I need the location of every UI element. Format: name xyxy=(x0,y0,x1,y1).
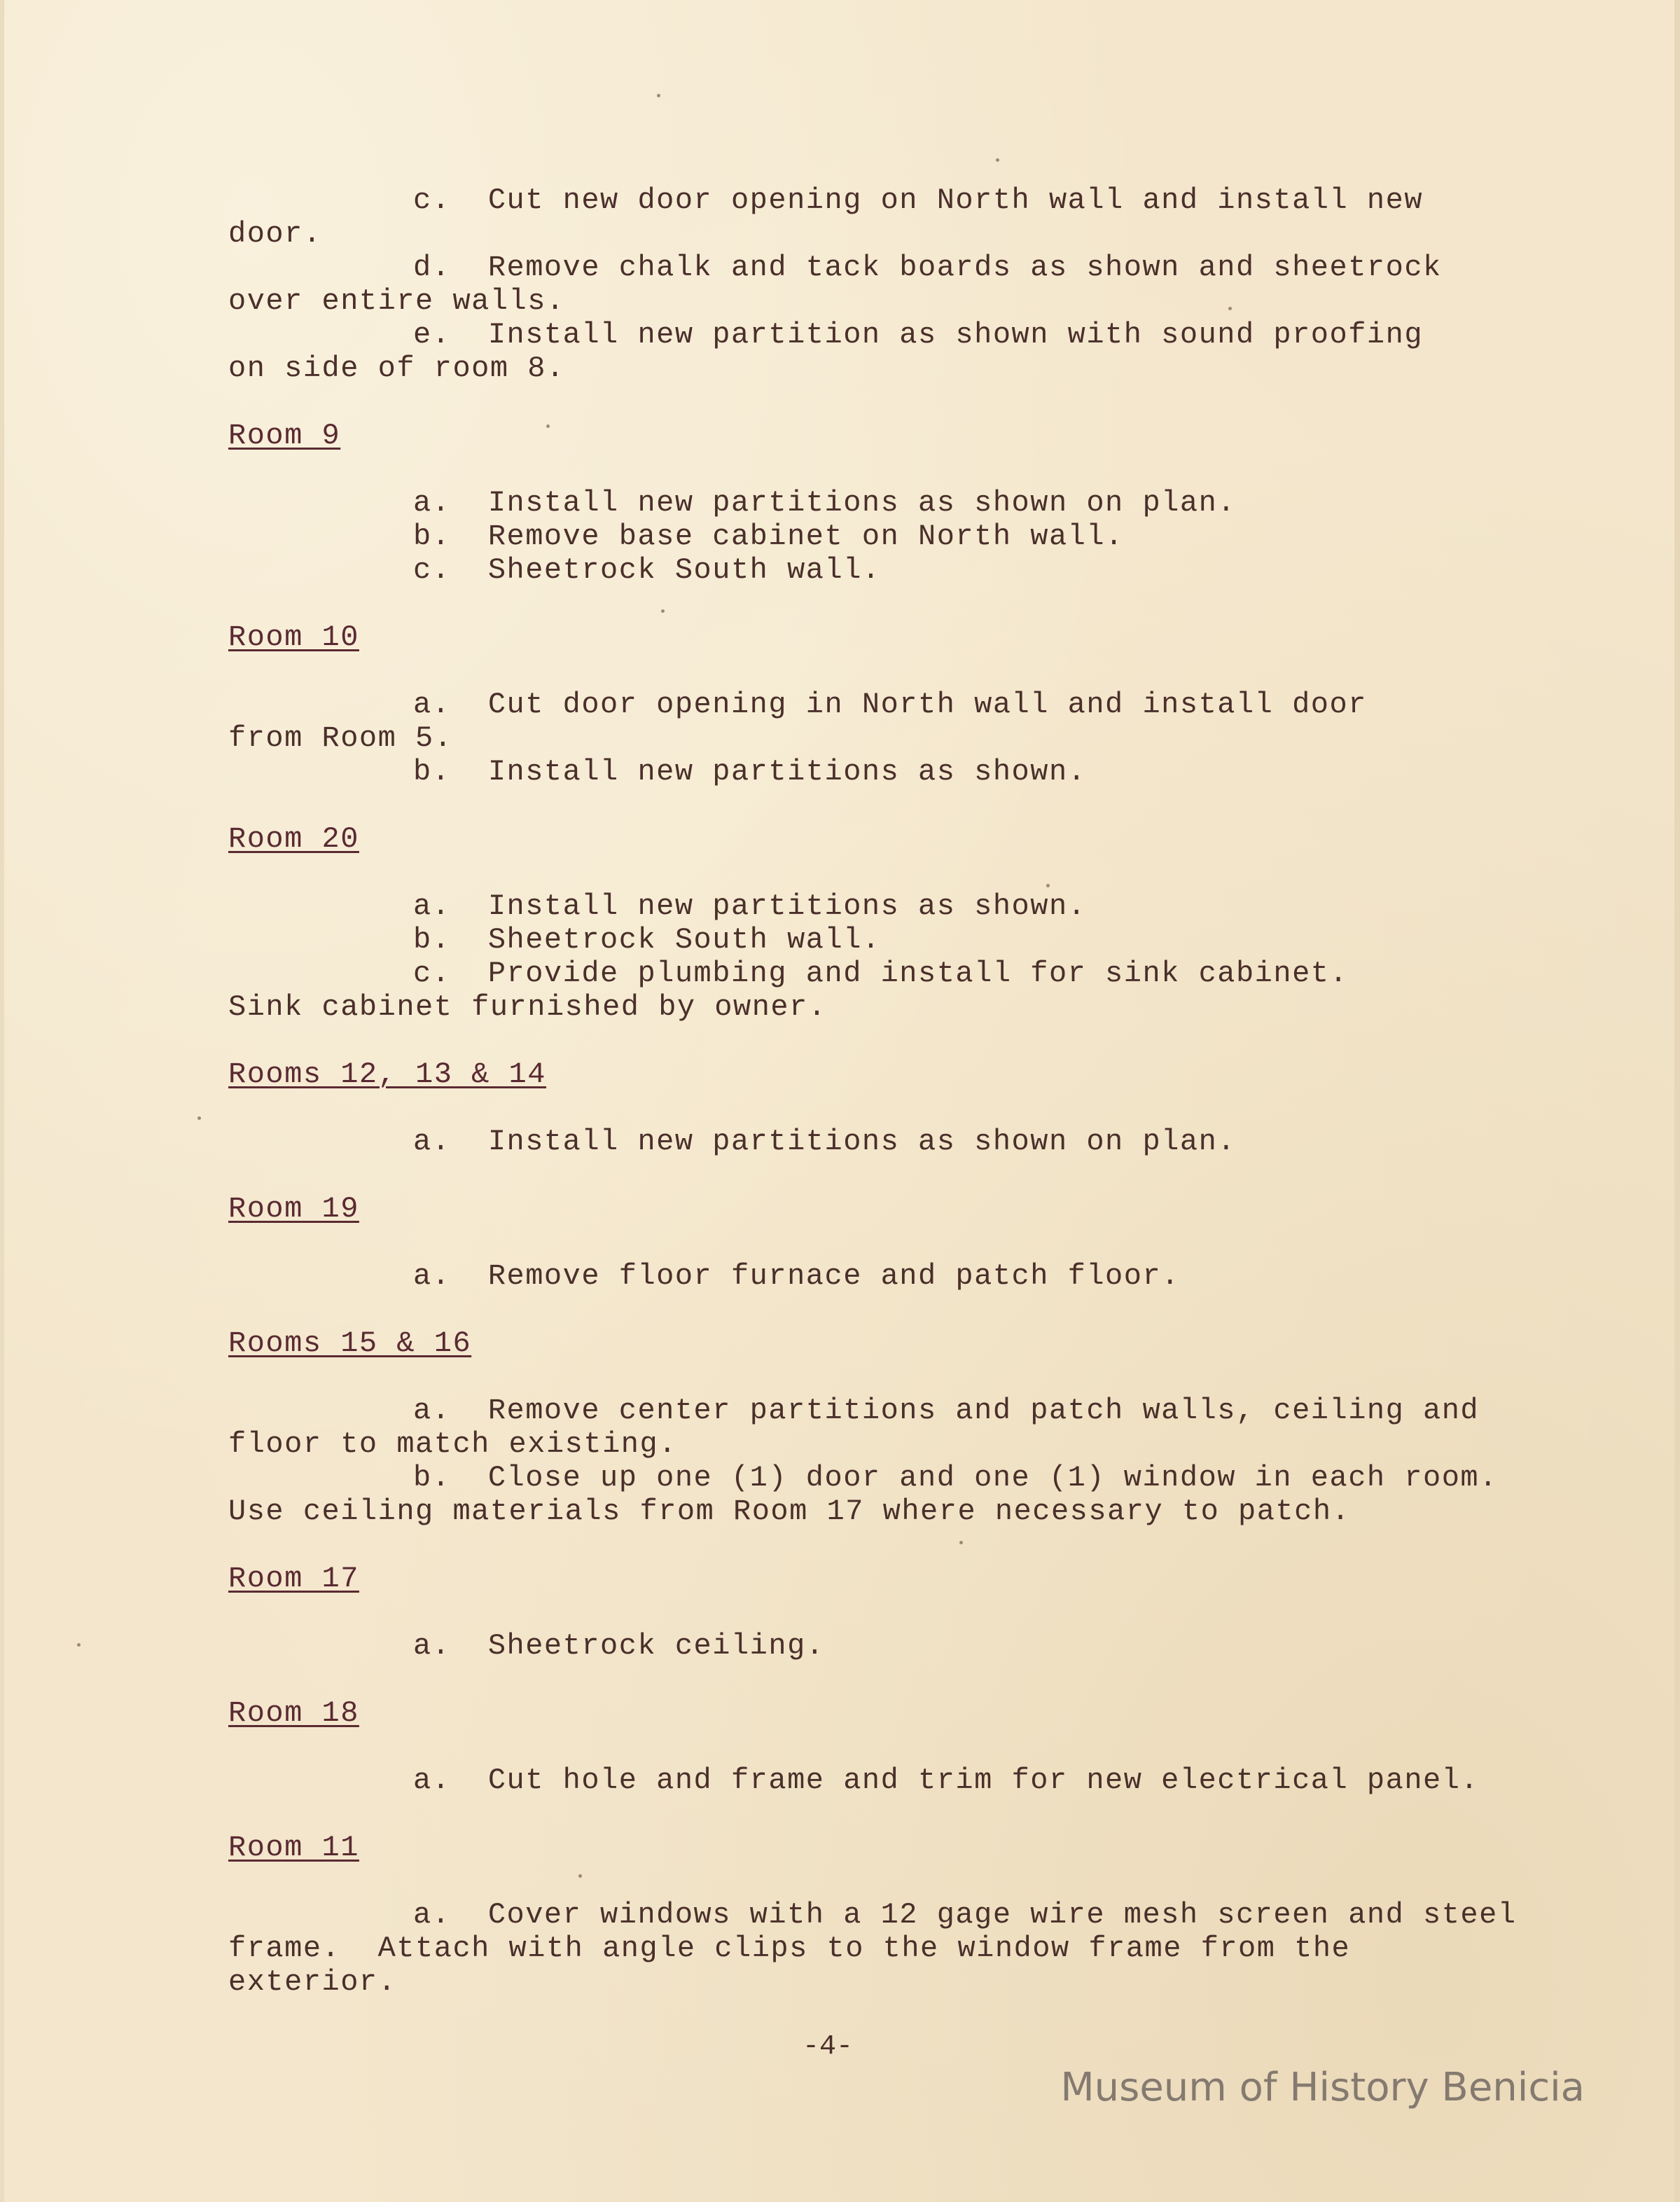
list-item-line: c. Cut new door opening on North wall and install new xyxy=(413,184,1424,217)
blank-line xyxy=(228,1226,1531,1259)
section-heading: Rooms 15 & 16 xyxy=(228,1327,472,1360)
section-heading: Room 11 xyxy=(228,1831,359,1864)
paper-speck xyxy=(959,1541,963,1544)
watermark-text: Museum of History Benicia xyxy=(1060,2065,1585,2110)
list-item-line: a. Install new partitions as shown on plan. xyxy=(413,486,1236,520)
list-item-line: b. Close up one (1) door and one (1) window in each room. xyxy=(413,1461,1498,1495)
blank-line xyxy=(228,856,1531,889)
blank-line xyxy=(228,385,1531,419)
section-heading: Room 19 xyxy=(228,1192,359,1226)
blank-line xyxy=(228,1293,1531,1327)
list-item-line: a. Cover windows with a 12 gage wire mesh screen and steel xyxy=(413,1898,1517,1932)
blank-line xyxy=(228,1528,1531,1562)
list-item-line: b. Install new partitions as shown. xyxy=(413,755,1087,789)
section-heading: Room 10 xyxy=(228,621,359,654)
list-item-line: a. Cut hole and frame and trim for new electrical panel. xyxy=(413,1764,1480,1797)
paper-speck xyxy=(996,158,999,162)
list-item-line: a. Install new partitions as shown. xyxy=(413,889,1087,923)
list-item-continuation: from Room 5. xyxy=(228,721,453,755)
blank-line xyxy=(228,1663,1531,1696)
blank-line xyxy=(228,1797,1531,1831)
list-item-line: c. Provide plumbing and install for sink cabinet. xyxy=(413,957,1349,990)
blank-line xyxy=(228,587,1531,621)
section-heading: Room 20 xyxy=(228,822,359,856)
list-item-line: a. Remove floor furnace and patch floor. xyxy=(413,1259,1180,1293)
section-heading: Rooms 12, 13 & 14 xyxy=(228,1058,546,1091)
paper-speck xyxy=(661,609,665,613)
section-heading: Room 17 xyxy=(228,1562,359,1595)
list-item-continuation: door. xyxy=(228,217,322,251)
list-item-line: b. Remove base cabinet on North wall. xyxy=(413,520,1124,553)
blank-line xyxy=(228,1730,1531,1764)
list-item-continuation: on side of room 8. xyxy=(228,352,565,385)
list-item-line: d. Remove chalk and tack boards as shown and sheetrock xyxy=(413,251,1442,284)
blank-line xyxy=(228,1864,1531,1898)
list-item-line: c. Sheetrock South wall. xyxy=(413,553,881,587)
paper-speck xyxy=(546,424,550,428)
paper-speck xyxy=(197,1116,201,1120)
blank-line xyxy=(228,452,1531,486)
list-item-continuation: exterior. xyxy=(228,1965,397,1999)
paper-speck xyxy=(578,1874,582,1878)
paper-speck xyxy=(77,1643,81,1647)
blank-line xyxy=(228,654,1531,688)
blank-line xyxy=(228,1360,1531,1394)
page-number: -4- xyxy=(803,2031,854,2063)
list-item-line: a. Remove center partitions and patch walls, ceiling and xyxy=(413,1394,1480,1427)
paper-speck xyxy=(657,94,660,97)
list-item-continuation: over entire walls. xyxy=(228,284,565,318)
blank-line xyxy=(228,789,1531,822)
list-item-line: a. Cut door opening in North wall and install door xyxy=(413,688,1367,721)
list-item-line: b. Sheetrock South wall. xyxy=(413,923,881,957)
blank-line xyxy=(228,1595,1531,1629)
list-item-line: a. Sheetrock ceiling. xyxy=(413,1629,825,1663)
blank-line xyxy=(228,1024,1531,1058)
list-item-line: e. Install new partition as shown with sound proofing xyxy=(413,318,1424,352)
document-body xyxy=(228,184,1531,1999)
blank-line xyxy=(228,1158,1531,1192)
blank-line xyxy=(228,1091,1531,1125)
section-heading: Room 18 xyxy=(228,1696,359,1730)
paper-speck xyxy=(1046,884,1050,887)
section-heading: Room 9 xyxy=(228,419,341,452)
list-item-continuation: floor to match existing. xyxy=(228,1427,677,1461)
list-item-continuation: Use ceiling materials from Room 17 where necessary to patch. xyxy=(228,1495,1351,1528)
paper-speck xyxy=(1228,307,1232,310)
list-item-continuation: frame. Attach with angle clips to the window frame from the xyxy=(228,1932,1351,1965)
list-item-continuation: Sink cabinet furnished by owner. xyxy=(228,990,827,1024)
list-item-line: a. Install new partitions as shown on plan. xyxy=(413,1125,1236,1158)
